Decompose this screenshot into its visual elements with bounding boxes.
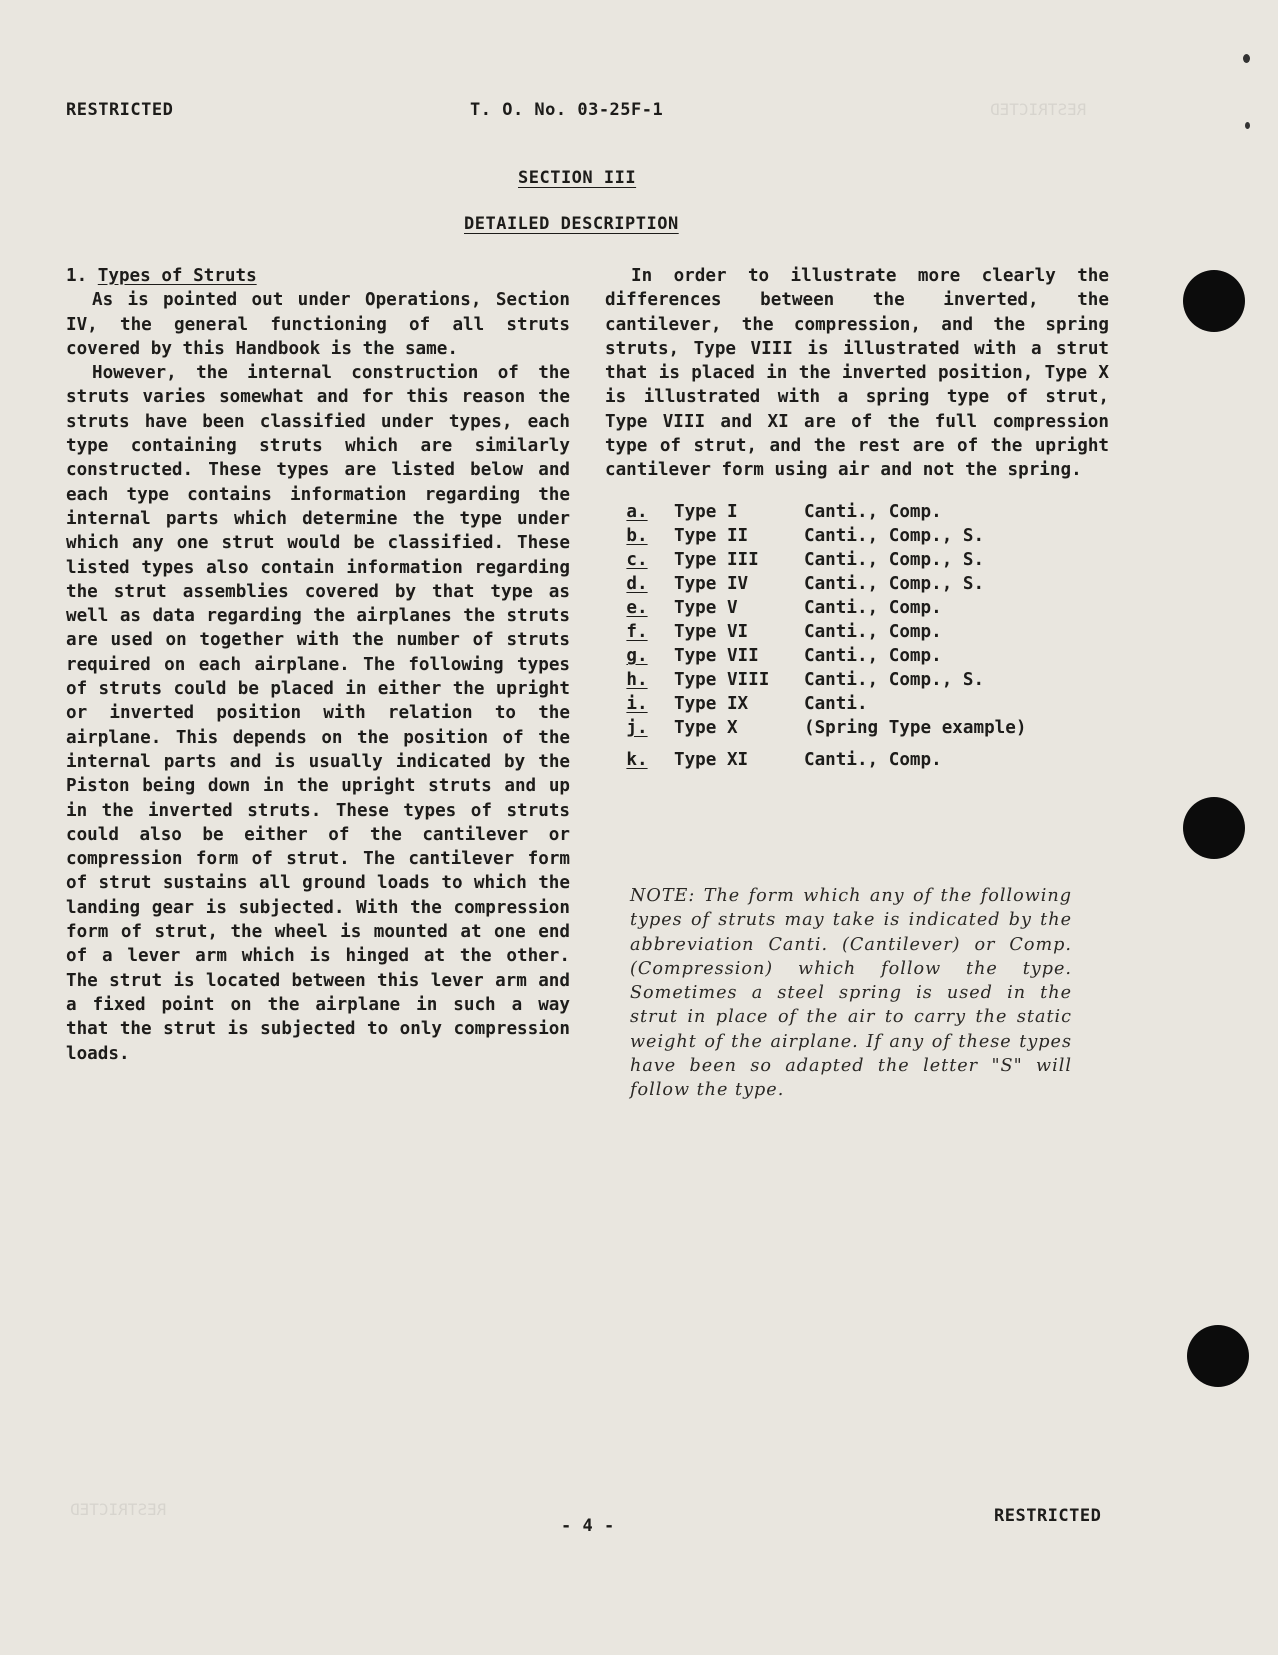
type-name: Type V — [674, 598, 738, 618]
type-form: Canti., Comp., S. — [804, 670, 985, 690]
section-number: SECTION III — [518, 168, 637, 188]
type-name: Type VIII — [674, 670, 770, 690]
speck-mark — [1243, 54, 1250, 63]
item-letter: e. — [626, 598, 648, 618]
item-letter: a. — [626, 502, 648, 522]
item-letter: i. — [626, 694, 648, 714]
types-list — [624, 502, 1084, 782]
item-title: Types of Struts — [97, 266, 257, 286]
header-classification: RESTRICTED — [66, 100, 174, 120]
type-form: Canti., Comp. — [804, 622, 942, 642]
punch-hole — [1183, 797, 1245, 859]
punch-hole — [1183, 270, 1245, 332]
type-name: Type III — [674, 550, 759, 570]
type-name: Type IX — [674, 694, 749, 714]
paragraph: As is pointed out under Operations, Section IV, the general functioning of all struts covered by this Handbook is the same. — [66, 290, 570, 359]
item-letter: f. — [626, 622, 648, 642]
left-column — [66, 264, 570, 1066]
type-form: Canti. — [804, 694, 868, 714]
speck-mark — [1245, 122, 1250, 129]
type-form: Canti., Comp. — [804, 598, 942, 618]
type-form: Canti., Comp., S. — [804, 526, 985, 546]
item-letter: c. — [626, 550, 648, 570]
type-name: Type VI — [674, 622, 749, 642]
type-name: Type VII — [674, 646, 759, 666]
section-title: DETAILED DESCRIPTION — [464, 214, 679, 234]
item-number: 1. — [66, 266, 88, 286]
bleed-through-mark: RESTRICTED — [70, 1500, 167, 1519]
footer-classification: RESTRICTED — [994, 1506, 1102, 1526]
paragraph: However, the internal construction of the struts varies somewhat and for this reason the struts have been classified under types, each type containing struts which are similarly constructed. These types are listed below and each type contains information regarding the internal parts which determine the type under which any one strut would be classified. These listed types also contain information regarding the strut assemblies covered by that type as well as data regarding the airplanes the struts are used on together with the number of struts required on each airplane. The following types of struts could be placed in either the upright or inverted position with relation to the airplane. This depends on the position of the internal parts and is usually indicated by the Piston being down in the upright struts and up in the inverted struts. These types of struts could also be either of the cantilever or compression form of strut. The cantilever form of strut sustains all ground loads to which the landing gear is subjected. With the compression form of strut, the wheel is mounted at one end of a lever arm which is hinged at the other. The strut is located between this lever arm and a fixed point on the airplane in such a way that the strut is subjected to only compression loads. — [66, 363, 570, 1064]
note-block — [630, 884, 1072, 1103]
type-name: Type II — [674, 526, 749, 546]
type-form: Canti., Comp. — [804, 502, 942, 522]
right-column-intro — [605, 264, 1109, 483]
page-number: - 4 - — [561, 1516, 615, 1536]
type-name: Type I — [674, 502, 738, 522]
note-text: NOTE: The form which any of the following types of struts may take is indicated by the abbreviation Canti. (Cantilever) or Comp. (Compression) which follow the type. Sometimes a steel spring is used in the strut in place of the air to carry the static weight of the airplane. If any of these types have been so adapted the letter "S" will follow the type. — [630, 886, 1072, 1101]
type-form: Canti., Comp. — [804, 750, 942, 770]
item-letter: b. — [626, 526, 648, 546]
header-document-number: T. O. No. 03-25F-1 — [470, 100, 664, 120]
type-form: Canti., Comp., S. — [804, 550, 985, 570]
item-letter: h. — [626, 670, 648, 690]
item-letter: g. — [626, 646, 648, 666]
type-name: Type XI — [674, 750, 749, 770]
bleed-through-mark: RESTRICTED — [990, 100, 1087, 119]
item-letter: j. — [626, 718, 648, 738]
type-name: Type X — [674, 718, 738, 738]
type-name: Type IV — [674, 574, 749, 594]
type-form: Canti., Comp. — [804, 646, 942, 666]
type-form: (Spring Type example) — [804, 718, 1027, 738]
item-letter: k. — [626, 750, 648, 770]
punch-hole — [1187, 1325, 1249, 1387]
paragraph: In order to illustrate more clearly the differences between the inverted, the cantilever, the compression, and the spring struts, Type VIII is illustrated with a strut that is placed in the inverted position, Type X is illustrated with a spring type of strut, Type VIII and XI are of the full compression type of strut, and the rest are of the upright cantilever form using air and not the spring. — [605, 266, 1109, 481]
item-heading — [66, 264, 570, 288]
type-form: Canti., Comp., S. — [804, 574, 985, 594]
item-letter: d. — [626, 574, 648, 594]
